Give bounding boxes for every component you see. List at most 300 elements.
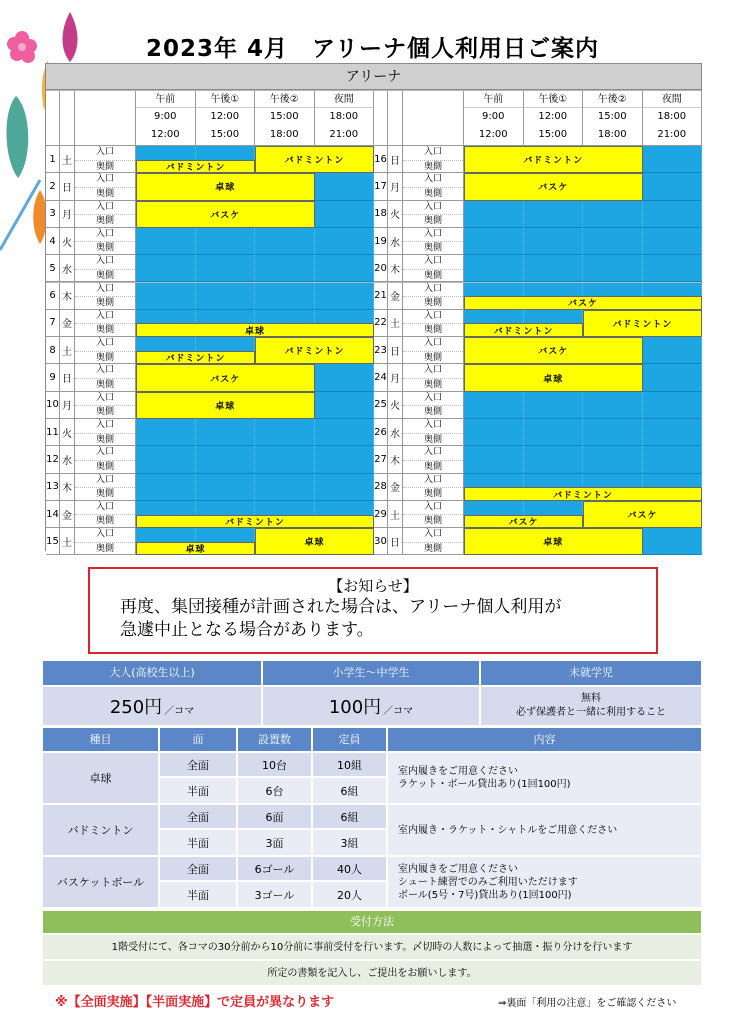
capacity: 20人 bbox=[313, 880, 388, 907]
price-preschool-free: 無料 bbox=[581, 693, 601, 704]
facility-header: 設置数 bbox=[238, 728, 313, 751]
entrance-label: 入口 bbox=[75, 364, 135, 379]
available-slot bbox=[643, 255, 703, 282]
day-number: 3 bbox=[46, 201, 60, 228]
available-slot bbox=[315, 364, 375, 391]
schedule-header: アリーナ bbox=[46, 64, 701, 90]
slot-start: 15:00 bbox=[597, 111, 627, 122]
day-number: 21 bbox=[374, 283, 388, 310]
day-weekday: 木 bbox=[60, 283, 75, 310]
booking-bar: バスケ bbox=[136, 201, 315, 228]
booking-bar: バスケ bbox=[464, 173, 643, 200]
available-slot bbox=[643, 446, 703, 473]
slot-header bbox=[583, 91, 643, 146]
entrance-label: 入口 bbox=[403, 528, 463, 543]
available-slot bbox=[255, 255, 315, 282]
booking-bar: バドミントン bbox=[255, 337, 374, 364]
entrance-label: 入口 bbox=[75, 446, 135, 461]
entrance-label: 入口 bbox=[75, 283, 135, 298]
arena-schedule bbox=[45, 63, 702, 556]
available-slot bbox=[583, 419, 643, 446]
booking-bar: 卓球 bbox=[255, 528, 374, 555]
day-number: 22 bbox=[374, 310, 388, 337]
day-weekday: 土 bbox=[388, 310, 403, 337]
header-blank bbox=[60, 91, 75, 146]
booking-bar: バスケ bbox=[464, 296, 702, 310]
available-slot bbox=[643, 146, 703, 173]
available-slot bbox=[643, 337, 703, 364]
day-weekday: 土 bbox=[60, 337, 75, 364]
entrance-label: 入口 bbox=[403, 255, 463, 270]
back-label: 奥側 bbox=[95, 270, 114, 281]
available-slot bbox=[196, 283, 256, 310]
available-slot bbox=[255, 446, 315, 473]
court-side-labels bbox=[75, 255, 136, 282]
day-weekday: 土 bbox=[60, 528, 75, 555]
court-side-labels bbox=[403, 228, 464, 255]
slot-start: 18:00 bbox=[329, 111, 359, 122]
back-label: 奥側 bbox=[95, 216, 114, 227]
day-weekday: 火 bbox=[388, 392, 403, 419]
slot-start: 15:00 bbox=[269, 111, 299, 122]
day-weekday: 火 bbox=[60, 228, 75, 255]
available-slot bbox=[583, 392, 643, 419]
day-weekday: 金 bbox=[388, 283, 403, 310]
available-slot bbox=[643, 419, 703, 446]
day-weekday: 日 bbox=[388, 146, 403, 173]
entrance-label: 入口 bbox=[75, 501, 135, 516]
day-number: 4 bbox=[46, 228, 60, 255]
court-side-labels bbox=[75, 474, 136, 501]
available-slot bbox=[315, 392, 375, 419]
booking-bar: バスケ bbox=[136, 364, 315, 391]
slot-end: 21:00 bbox=[329, 129, 359, 140]
entrance-label: 入口 bbox=[75, 474, 135, 489]
day-weekday: 木 bbox=[60, 474, 75, 501]
note-line: 室内履きをご用意ください bbox=[398, 766, 518, 777]
day-number: 13 bbox=[46, 474, 60, 501]
back-label: 奥側 bbox=[95, 434, 114, 445]
back-page-note: ⇒裏面「利用の注意」をご確認ください bbox=[498, 998, 677, 1009]
price-preschool bbox=[481, 685, 701, 725]
court-side-labels bbox=[403, 283, 464, 310]
back-label: 奥側 bbox=[423, 352, 442, 363]
entrance-label: 入口 bbox=[75, 146, 135, 161]
back-label: 奥側 bbox=[95, 461, 114, 472]
available-slot bbox=[464, 419, 524, 446]
header-blank bbox=[403, 91, 464, 146]
day-weekday: 土 bbox=[388, 501, 403, 528]
back-label: 奥側 bbox=[95, 379, 114, 390]
entrance-label: 入口 bbox=[75, 201, 135, 216]
available-slot bbox=[136, 446, 196, 473]
day-number: 27 bbox=[374, 446, 388, 473]
available-slot bbox=[136, 228, 196, 255]
booking-bar: バスケ bbox=[464, 515, 583, 529]
day-weekday: 金 bbox=[388, 474, 403, 501]
available-slot bbox=[255, 419, 315, 446]
sport-name: 卓球 bbox=[43, 751, 160, 803]
entrance-label: 入口 bbox=[75, 173, 135, 188]
available-slot bbox=[196, 228, 256, 255]
reception-line-1: 1階受付にて、各コマの30分前から10分前に事前受付を行います。〆切時の人数によって抽選・振り分けを行います bbox=[43, 933, 701, 959]
day-weekday: 月 bbox=[388, 364, 403, 391]
day-weekday: 金 bbox=[60, 310, 75, 337]
install-count: 3面 bbox=[238, 828, 313, 855]
available-slot bbox=[136, 474, 196, 501]
available-slot bbox=[524, 201, 584, 228]
back-label: 奥側 bbox=[423, 325, 442, 336]
available-slot bbox=[196, 474, 256, 501]
notice-title: 【お知らせ】 bbox=[328, 577, 418, 595]
court-side-labels bbox=[403, 474, 464, 501]
day-weekday: 日 bbox=[388, 528, 403, 555]
entrance-label: 入口 bbox=[403, 283, 463, 298]
day-weekday: 水 bbox=[60, 446, 75, 473]
price-preschool-note: 必ず保護者と一緒に利用すること bbox=[516, 707, 666, 718]
court-side-labels bbox=[403, 501, 464, 528]
available-slot bbox=[583, 255, 643, 282]
available-slot bbox=[315, 446, 375, 473]
back-label: 奥側 bbox=[423, 161, 442, 172]
available-slot bbox=[524, 419, 584, 446]
available-slot bbox=[583, 228, 643, 255]
slot-header bbox=[136, 91, 196, 146]
back-label: 奥側 bbox=[423, 270, 442, 281]
sport-notes bbox=[388, 803, 701, 855]
back-label: 奥側 bbox=[423, 543, 442, 554]
back-label: 奥側 bbox=[423, 188, 442, 199]
available-slot bbox=[643, 392, 703, 419]
note-line: 室内履き・ラケット・シャトルをご用意ください bbox=[398, 824, 618, 836]
header-blank bbox=[46, 91, 60, 146]
available-slot bbox=[464, 392, 524, 419]
sport-name: バドミントン bbox=[43, 803, 160, 855]
court-side-labels bbox=[75, 310, 136, 337]
day-number: 11 bbox=[46, 419, 60, 446]
facility-sport-row bbox=[43, 751, 701, 803]
day-number: 9 bbox=[46, 364, 60, 391]
booking-bar: 卓球 bbox=[464, 364, 643, 391]
court-side-labels bbox=[75, 501, 136, 528]
slot-end: 15:00 bbox=[210, 129, 240, 140]
price-table bbox=[43, 661, 701, 725]
price-unit: ／コマ bbox=[383, 705, 414, 717]
booking-bar: バドミントン bbox=[464, 146, 643, 173]
day-number: 24 bbox=[374, 364, 388, 391]
note-line: ボール(5号・7号)貸出あり(1回100円) bbox=[398, 889, 572, 901]
install-count: 6面 bbox=[238, 803, 313, 828]
area-type: 全面 bbox=[160, 803, 238, 828]
slot-start: 12:00 bbox=[210, 111, 240, 122]
court-side-labels bbox=[75, 337, 136, 364]
capacity: 6組 bbox=[313, 776, 388, 803]
header-blank bbox=[75, 91, 136, 146]
day-weekday: 月 bbox=[388, 173, 403, 200]
day-weekday: 月 bbox=[60, 392, 75, 419]
back-label: 奥側 bbox=[95, 188, 114, 199]
booking-bar: 卓球 bbox=[136, 392, 315, 419]
available-slot bbox=[255, 228, 315, 255]
back-label: 奥側 bbox=[95, 407, 114, 418]
booking-bar: バスケ bbox=[464, 337, 643, 364]
notice-line-2: 急遽中止となる場合があります。 bbox=[120, 620, 374, 640]
slot-name: 午後① bbox=[524, 91, 583, 108]
entrance-label: 入口 bbox=[75, 337, 135, 352]
available-slot bbox=[524, 446, 584, 473]
court-side-labels bbox=[75, 528, 136, 555]
available-slot bbox=[524, 392, 584, 419]
capacity: 3組 bbox=[313, 828, 388, 855]
available-slot bbox=[196, 446, 256, 473]
page-title: 2023年 4月 アリーナ個人利用日ご案内 bbox=[145, 36, 600, 62]
court-side-labels bbox=[403, 364, 464, 391]
entrance-label: 入口 bbox=[75, 419, 135, 434]
slot-header bbox=[196, 91, 256, 146]
court-side-labels bbox=[403, 201, 464, 228]
available-slot bbox=[315, 173, 375, 200]
day-number: 16 bbox=[374, 146, 388, 173]
area-type: 半面 bbox=[160, 776, 238, 803]
slot-start: 12:00 bbox=[538, 111, 568, 122]
day-number: 23 bbox=[374, 337, 388, 364]
available-slot bbox=[196, 419, 256, 446]
entrance-label: 入口 bbox=[403, 201, 463, 216]
capacity: 40人 bbox=[313, 855, 388, 880]
back-label: 奥側 bbox=[423, 298, 442, 308]
available-slot bbox=[524, 228, 584, 255]
court-side-labels bbox=[75, 201, 136, 228]
capacity: 10組 bbox=[313, 751, 388, 776]
booking-bar: 卓球 bbox=[136, 323, 374, 337]
day-weekday: 月 bbox=[60, 201, 75, 228]
back-label: 奥側 bbox=[95, 243, 114, 254]
install-count: 6台 bbox=[238, 776, 313, 803]
day-weekday: 日 bbox=[60, 173, 75, 200]
court-side-labels bbox=[75, 419, 136, 446]
available-slot bbox=[583, 201, 643, 228]
entrance-label: 入口 bbox=[403, 501, 463, 516]
day-weekday: 水 bbox=[60, 255, 75, 282]
price-unit: ／コマ bbox=[164, 705, 195, 717]
slot-end: 21:00 bbox=[657, 129, 687, 140]
price-header-preschool: 未就学児 bbox=[481, 661, 701, 685]
note-line: シュート練習でのみご利用いただけます bbox=[398, 876, 578, 888]
install-count: 10台 bbox=[238, 751, 313, 776]
day-number: 1 bbox=[46, 146, 60, 173]
available-slot bbox=[643, 528, 703, 555]
day-number: 29 bbox=[374, 501, 388, 528]
available-slot bbox=[136, 419, 196, 446]
note-line: ラケット・ボール貸出あり(1回100円) bbox=[398, 779, 571, 790]
slot-name: 午後② bbox=[255, 91, 314, 108]
court-side-labels bbox=[75, 173, 136, 200]
day-number: 8 bbox=[46, 337, 60, 364]
booking-bar: バスケ bbox=[583, 501, 702, 528]
price-header-student: 小学生～中学生 bbox=[263, 661, 481, 685]
day-number: 14 bbox=[46, 501, 60, 528]
area-type: 半面 bbox=[160, 828, 238, 855]
day-weekday: 日 bbox=[388, 337, 403, 364]
area-type: 全面 bbox=[160, 751, 238, 776]
entrance-label: 入口 bbox=[403, 364, 463, 379]
facility-sport-row bbox=[43, 855, 701, 907]
capacity-note: ※【全面実施】【半面実施】で定員が異なります bbox=[55, 995, 335, 1010]
day-number: 25 bbox=[374, 392, 388, 419]
booking-bar: バドミントン bbox=[464, 323, 583, 337]
day-number: 20 bbox=[374, 255, 388, 282]
court-side-labels bbox=[403, 173, 464, 200]
back-label: 奥側 bbox=[423, 407, 442, 418]
available-slot bbox=[464, 201, 524, 228]
available-slot bbox=[315, 201, 375, 228]
entrance-label: 入口 bbox=[75, 528, 135, 543]
price-student bbox=[263, 685, 481, 725]
note-line: 室内履きをご用意ください bbox=[398, 863, 518, 875]
back-label: 奥側 bbox=[95, 516, 114, 527]
day-weekday: 日 bbox=[60, 364, 75, 391]
slot-name: 午後② bbox=[583, 91, 642, 108]
day-number: 12 bbox=[46, 446, 60, 473]
day-weekday: 火 bbox=[60, 419, 75, 446]
reception-title: 受付方法 bbox=[43, 911, 701, 933]
day-number: 18 bbox=[374, 201, 388, 228]
booking-bar: バドミントン bbox=[464, 487, 702, 501]
day-number: 30 bbox=[374, 528, 388, 555]
slot-end: 12:00 bbox=[150, 129, 180, 140]
capacity: 6組 bbox=[313, 803, 388, 828]
slot-name: 午後① bbox=[196, 91, 255, 108]
court-side-labels bbox=[403, 528, 464, 555]
court-side-labels bbox=[403, 146, 464, 173]
court-side-labels bbox=[403, 255, 464, 282]
slot-end: 18:00 bbox=[269, 129, 299, 140]
facility-header: 内容 bbox=[388, 728, 701, 751]
available-slot bbox=[643, 201, 703, 228]
day-number: 2 bbox=[46, 173, 60, 200]
day-weekday: 水 bbox=[388, 419, 403, 446]
court-side-labels bbox=[75, 228, 136, 255]
price-student-value: 100円 bbox=[328, 697, 382, 718]
slot-end: 18:00 bbox=[597, 129, 627, 140]
day-weekday: 火 bbox=[388, 201, 403, 228]
slot-name: 午前 bbox=[464, 91, 523, 108]
facility-header: 面 bbox=[160, 728, 238, 751]
entrance-label: 入口 bbox=[403, 146, 463, 161]
available-slot bbox=[136, 255, 196, 282]
slot-start: 9:00 bbox=[154, 111, 177, 122]
slot-name: 夜間 bbox=[643, 91, 702, 108]
available-slot bbox=[583, 446, 643, 473]
back-label: 奥側 bbox=[423, 243, 442, 254]
slot-header bbox=[464, 91, 524, 146]
day-number: 15 bbox=[46, 528, 60, 555]
back-label: 奥側 bbox=[95, 325, 114, 336]
court-side-labels bbox=[403, 419, 464, 446]
available-slot bbox=[255, 283, 315, 310]
entrance-label: 入口 bbox=[403, 392, 463, 407]
entrance-label: 入口 bbox=[403, 474, 463, 489]
slot-header bbox=[643, 91, 703, 146]
court-side-labels bbox=[75, 146, 136, 173]
court-side-labels bbox=[403, 392, 464, 419]
day-number: 19 bbox=[374, 228, 388, 255]
day-number: 26 bbox=[374, 419, 388, 446]
facility-table bbox=[43, 728, 701, 907]
slot-end: 12:00 bbox=[478, 129, 508, 140]
slot-start: 18:00 bbox=[657, 111, 687, 122]
sport-notes bbox=[388, 855, 701, 907]
day-number: 17 bbox=[374, 173, 388, 200]
back-label: 奥側 bbox=[423, 434, 442, 445]
court-side-labels bbox=[75, 283, 136, 310]
available-slot bbox=[136, 283, 196, 310]
facility-header: 種目 bbox=[43, 728, 160, 751]
day-number: 6 bbox=[46, 283, 60, 310]
available-slot bbox=[315, 419, 375, 446]
booking-bar: バドミントン bbox=[255, 146, 374, 173]
day-weekday: 水 bbox=[388, 228, 403, 255]
booking-bar: 卓球 bbox=[136, 542, 255, 556]
price-adult-value: 250円 bbox=[109, 697, 163, 718]
back-label: 奥側 bbox=[423, 461, 442, 472]
available-slot bbox=[643, 173, 703, 200]
entrance-label: 入口 bbox=[75, 255, 135, 270]
reception-line-2: 所定の書類を記入し、ご提出をお願いします。 bbox=[43, 959, 701, 985]
back-label: 奥側 bbox=[423, 489, 442, 500]
slot-header bbox=[524, 91, 584, 146]
back-label: 奥側 bbox=[95, 543, 114, 554]
facility-header: 定員 bbox=[313, 728, 388, 751]
slot-name: 午前 bbox=[136, 91, 195, 108]
day-weekday: 木 bbox=[388, 446, 403, 473]
sport-name: バスケットボール bbox=[43, 855, 160, 907]
slot-end: 15:00 bbox=[538, 129, 568, 140]
slot-header bbox=[315, 91, 375, 146]
area-type: 全面 bbox=[160, 855, 238, 880]
notice-line-1: 再度、集団接種が計画された場合は、アリーナ個人利用が bbox=[120, 597, 562, 617]
booking-bar: バドミントン bbox=[136, 515, 374, 529]
court-side-labels bbox=[403, 310, 464, 337]
entrance-label: 入口 bbox=[75, 392, 135, 407]
booking-bar: 卓球 bbox=[464, 528, 643, 555]
court-side-labels bbox=[403, 446, 464, 473]
court-side-labels bbox=[403, 337, 464, 364]
available-slot bbox=[315, 474, 375, 501]
back-label: 奥側 bbox=[95, 352, 114, 363]
reception-section bbox=[43, 911, 701, 985]
court-side-labels bbox=[75, 392, 136, 419]
entrance-label: 入口 bbox=[403, 419, 463, 434]
available-slot bbox=[255, 474, 315, 501]
available-slot bbox=[464, 228, 524, 255]
available-slot bbox=[643, 228, 703, 255]
available-slot bbox=[524, 255, 584, 282]
price-header-adult: 大人(高校生以上) bbox=[43, 661, 263, 685]
back-label: 奥側 bbox=[95, 161, 114, 172]
entrance-label: 入口 bbox=[75, 310, 135, 325]
sport-notes bbox=[388, 751, 701, 803]
install-count: 6ゴール bbox=[238, 855, 313, 880]
booking-bar: 卓球 bbox=[136, 173, 315, 200]
slot-name: 夜間 bbox=[315, 91, 374, 108]
court-side-labels bbox=[75, 364, 136, 391]
entrance-label: 入口 bbox=[403, 310, 463, 325]
available-slot bbox=[464, 446, 524, 473]
back-label: 奥側 bbox=[423, 516, 442, 527]
available-slot bbox=[643, 364, 703, 391]
day-number: 28 bbox=[374, 474, 388, 501]
